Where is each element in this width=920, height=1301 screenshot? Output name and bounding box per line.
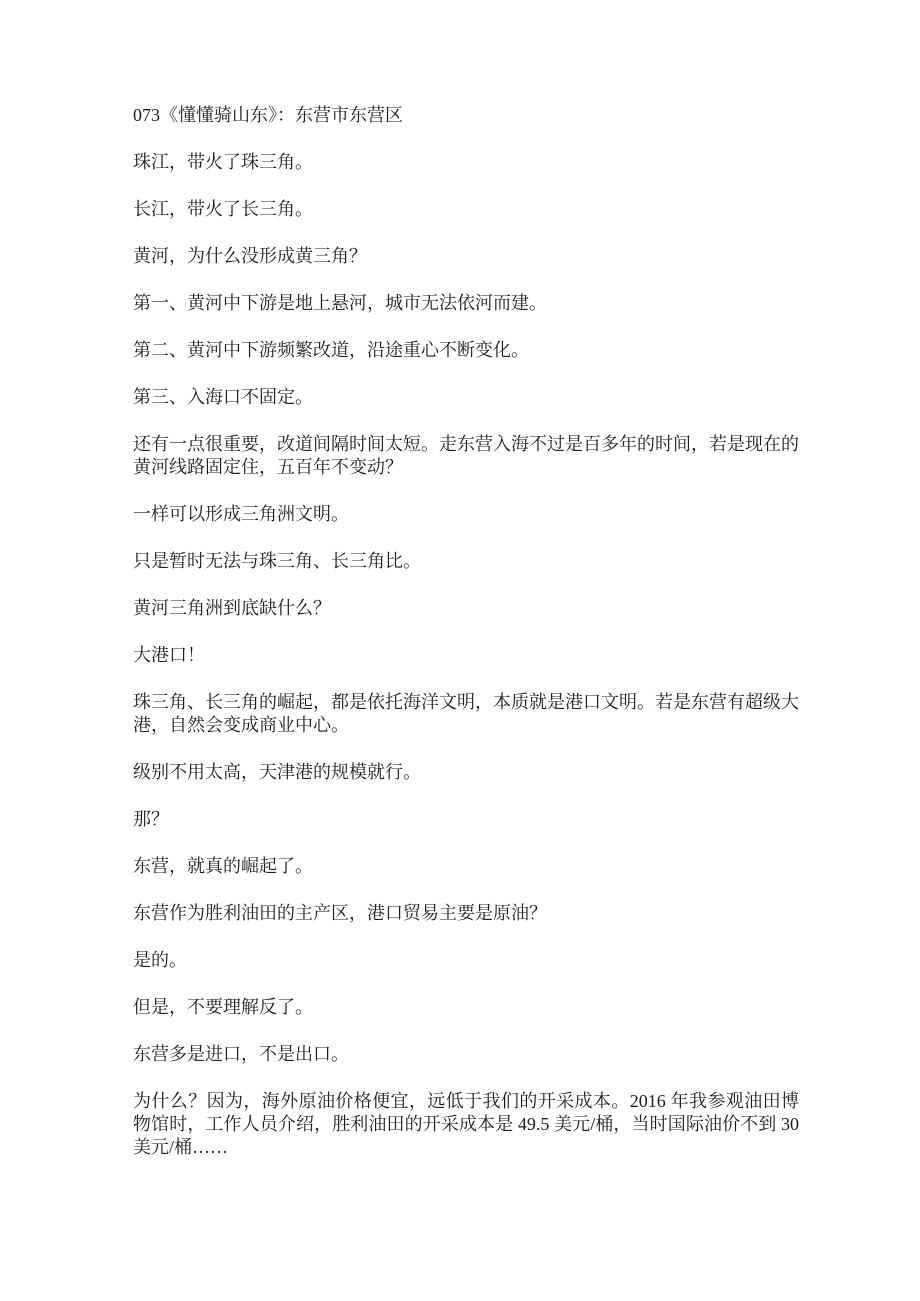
paragraph-5: 第二、黄河中下游频繁改道，沿途重心不断变化。 [133,340,529,360]
paragraph-9: 只是暂时无法与珠三角、长三角比。 [133,551,421,571]
paragraph-7: 还有一点很重要，改道间隔时间太短。走东营入海不过是百多年的时间，若是现在的黄河线路固定住，五百年不变动？ [133,434,799,477]
paragraph-20: 为什么？因为，海外原油价格便宜，远低于我们的开采成本。2016 年我参观油田博物馆时，工作人员介绍，胜利油田的开采成本是 49.5 美元/桶，当时国际油价不到 30 美元/桶…… [133,1091,799,1157]
paragraph-1: 珠江，带火了珠三角。 [133,152,313,172]
paragraph-14: 那？ [133,809,169,829]
paragraph-17: 是的。 [133,950,187,970]
paragraph-2: 长江，带火了长三角。 [133,199,313,219]
paragraph-4: 第一、黄河中下游是地上悬河，城市无法依河而建。 [133,293,547,313]
paragraph-3: 黄河，为什么没形成黄三角？ [133,246,367,266]
paragraph-11: 大港口！ [133,645,205,665]
paragraph-6: 第三、入海口不固定。 [133,387,313,407]
paragraph-12: 珠三角、长三角的崛起，都是依托海洋文明，本质就是港口文明。若是东营有超级大港，自然会变成商业中心。 [133,692,799,735]
paragraph-19: 东营多是进口，不是出口。 [133,1044,349,1064]
paragraph-16: 东营作为胜利油田的主产区，港口贸易主要是原油？ [133,903,547,923]
paragraph-15: 东营，就真的崛起了。 [133,856,313,876]
paragraph-13: 级别不用太高，天津港的规模就行。 [133,762,421,782]
document-body [133,104,799,1159]
page-title: 073《懂懂骑山东》：东营市东营区 [133,105,403,125]
paragraph-10: 黄河三角洲到底缺什么？ [133,598,331,618]
paragraph-8: 一样可以形成三角洲文明。 [133,504,349,524]
paragraph-18: 但是，不要理解反了。 [133,997,313,1017]
